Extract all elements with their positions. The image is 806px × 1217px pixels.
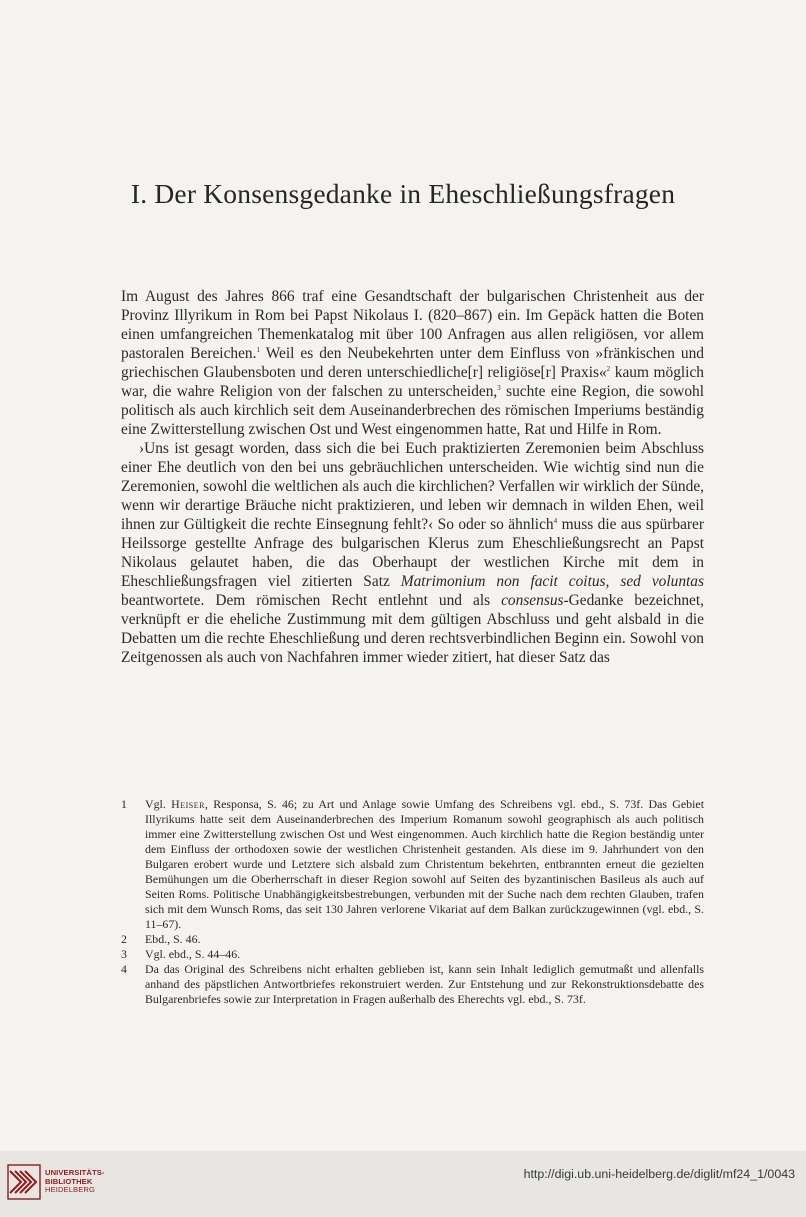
library-logo[interactable] [7, 1163, 105, 1201]
footnote-4 [121, 962, 704, 1007]
text-run: Weil es den Neubekehrten unter dem Einfluss von »fränkischen und griechischen Glaubensboten und deren unterschiedliche[r] religiöse[r] Praxis« [121, 345, 704, 381]
footnotes [121, 797, 704, 1007]
paragraph-1 [121, 287, 704, 439]
footnote-ref-4[interactable]: 4 [553, 517, 558, 525]
footnote-text: Vgl. ebd., S. 44–46. [145, 947, 241, 961]
text-run: -Gedanke bezeichnet, verknüpft er die eheliche Zustimmung mit dem gültigen Abschluss und geht alsbald in die Debatten um die rechte Eheschließung und deren rechtsverbindlichen Beginn ein. Sowohl von Zeitgenossen als auch von Nachfahren immer wieder zitiert, hat dieser Satz das [121, 592, 704, 666]
footnote-ref-3[interactable]: 3 [497, 384, 501, 392]
paragraph-2 [121, 439, 704, 667]
library-emblem-icon [7, 1163, 41, 1201]
footnote-text: Da das Original des Schreibens nicht erhalten geblieben ist, kann sein Inhalt lediglich gemutmaßt und allenfalls anhand des päpstlichen Antwortbriefes rekonstruiert werden. Zur Entstehung und zur Rekonstruktionsdebatte des Bulgarenbriefes sowie zur Interpretation in Fragen außerhalb des Eherechts vgl. ebd., S. 73f. [145, 962, 704, 1006]
text-run: , Responsa, S. 46; zu Art und Anlage sowie Umfang des Schreibens vgl. ebd., S. 73f. Das Gebiet Illyrikums hatte seit dem Auseinanderbrechen des Imperium Romanum sowohl geographisch als auch politisch immer eine Zwitterstellung zwischen Ost und West eingenommen. Auch kirchlich hatte die Region beständig unter dem Einfluss der orthodoxen sowie der westlichen Christenheit gestanden. Als diese im 9. Jahrhundert von den Bulgaren erobert wurde und Letztere sich alsbald zum Christentum bekehrten, entbrannten erneut die gezielten Bemühungen um die Oberherrschaft in dieser Region sowohl auf Seiten des byzantinischen Basileus als auch auf Seiten Roms. Politische Unabhängigkeitsbestrebungen, verbunden mit der Suche nach dem rechten Glauben, trafen sich mit dem Wunsch Roms, das seit 130 Jahren verlorene Vikariat auf dem Balkan zurückzugewinnen (vgl. ebd., S. 11–67). [145, 797, 704, 931]
footnote-ref-2[interactable]: 2 [606, 365, 611, 373]
footnote-2 [121, 932, 704, 947]
footnote-number: 2 [121, 932, 127, 946]
footnote-1 [121, 797, 704, 932]
text-run: suchte eine Region, die sowohl politisch als auch kirchlich seit dem Auseinanderbrechen des römischen Imperiums beständig eine Zwitterstellung zwischen Ost und West eingenommen hatte, Rat und Hilfe in Rom. [121, 383, 704, 438]
library-name [45, 1169, 105, 1195]
logo-line-2: BIBLIOTHEK [45, 1176, 93, 1186]
footnote-number: 3 [121, 947, 127, 961]
text-run: muss die aus spürbarer Heilssorge gestellte Anfrage des bulgarischen Klerus zum Eheschließungsrecht an Papst Nikolaus gelautet haben, die das Oberhaupt der westlichen Kirche mit dem in Eheschließungsfragen viel zitierten Satz [121, 516, 705, 590]
text-run: Vgl. [145, 797, 172, 811]
text-run: kaum möglich war, die wahre Religion von der falschen zu unterscheiden, [121, 364, 704, 400]
logo-line-3: HEIDELBERG [45, 1185, 95, 1195]
footnote-text [145, 797, 704, 932]
consensus-term: consensus [501, 592, 564, 609]
footer-bar [0, 1151, 806, 1217]
footnote-ref-1[interactable]: 1 [256, 346, 260, 354]
text-run: beantwortete. Dem römischen Recht entlehnt und als [121, 592, 502, 609]
text-run: Im August des Jahres 866 traf eine Gesandtschaft der bulgarischen Christenheit aus der Provinz Illyrikum in Rom bei Papst Nikolaus I. (820–867) ein. Im Gepäck hatten die Boten einen umfangreichen Themenkatalog mit über 100 Anfragen aus allen religiösen, vor allem pastoralen Bereichen. [121, 288, 704, 362]
logo-line-1: UNIVERSITÄTS- [45, 1167, 105, 1177]
author-name: Heiser [171, 797, 205, 811]
footnote-text: Ebd., S. 46. [145, 932, 201, 946]
text-run: ›Uns ist gesagt worden, dass sich die bei Euch praktizierten Zeremonien beim Abschluss einer Ehe deutlich von den bei uns gebräuchlichen unterscheiden. Wie wichtig sind nun die Zeremonien, sowohl die weltlichen als auch die kirchlichen? Verfallen wir wirklich der Sünde, wenn wir derartige Bräuche nicht praktizieren, und leben wir demnach in wilden Ehen, weil ihnen zur Gültigkeit die rechte Einsegnung fehlt?‹ So oder so ähnlich [121, 440, 704, 533]
footnote-number: 4 [121, 962, 127, 976]
footnote-number: 1 [121, 797, 127, 811]
chapter-title: I. Der Konsensgedanke in Eheschließungsfragen [130, 178, 676, 209]
footnote-3 [121, 947, 704, 962]
body-text [121, 287, 704, 667]
permalink-url[interactable]: http://digi.ub.uni-heidelberg.de/diglit/mf24_1/0043 [523, 1167, 795, 1181]
latin-quote: Matrimonium non facit coitus, sed voluntas [400, 573, 704, 590]
